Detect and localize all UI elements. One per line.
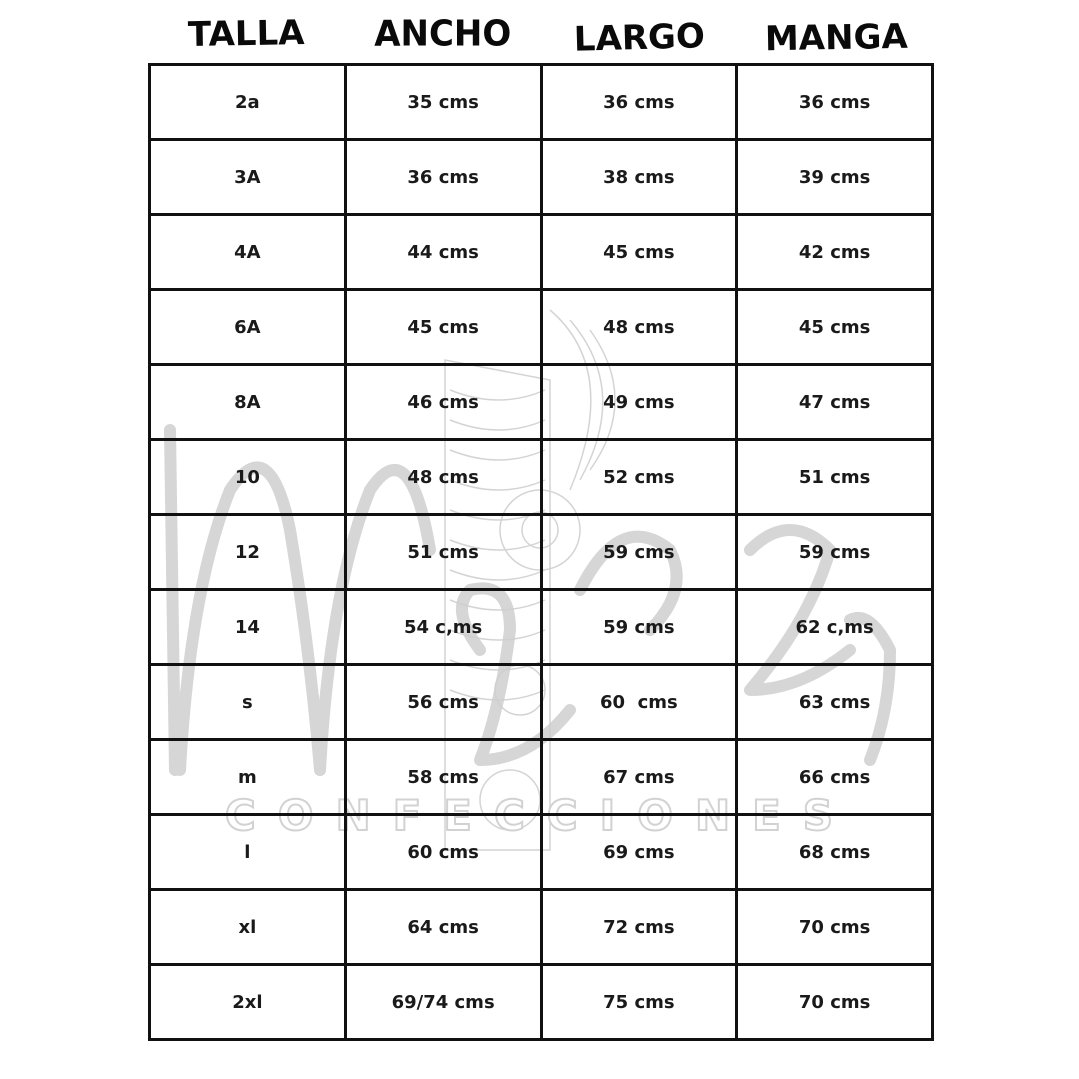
table-row	[150, 215, 933, 290]
size-cell: 3A	[150, 140, 346, 215]
table-row	[150, 665, 933, 740]
table-row	[150, 140, 933, 215]
header-largo: LARGO	[573, 16, 706, 60]
size-table	[148, 63, 934, 1041]
largo-cell: 75 cms	[541, 965, 737, 1040]
table-row	[150, 515, 933, 590]
manga-cell: 51 cms	[737, 440, 933, 515]
size-cell: 2a	[150, 65, 346, 140]
largo-cell: 52 cms	[541, 440, 737, 515]
table-row	[150, 440, 933, 515]
manga-cell: 47 cms	[737, 365, 933, 440]
size-cell: 2xl	[150, 965, 346, 1040]
header-talla: TALLA	[187, 12, 305, 56]
manga-cell: 45 cms	[737, 290, 933, 365]
largo-cell: 72 cms	[541, 890, 737, 965]
manga-cell: 70 cms	[737, 890, 933, 965]
largo-cell: 49 cms	[541, 365, 737, 440]
ancho-cell: 36 cms	[345, 140, 541, 215]
size-cell: xl	[150, 890, 346, 965]
table-row	[150, 65, 933, 140]
size-cell: 4A	[150, 215, 346, 290]
size-cell: 8A	[150, 365, 346, 440]
table-row	[150, 740, 933, 815]
ancho-cell: 46 cms	[345, 365, 541, 440]
manga-cell: 62 c,ms	[737, 590, 933, 665]
manga-cell: 36 cms	[737, 65, 933, 140]
ancho-cell: 58 cms	[345, 740, 541, 815]
header-ancho: ANCHO	[374, 13, 512, 55]
ancho-cell: 35 cms	[345, 65, 541, 140]
manga-cell: 70 cms	[737, 965, 933, 1040]
ancho-cell: 44 cms	[345, 215, 541, 290]
table-row	[150, 890, 933, 965]
largo-cell: 59 cms	[541, 590, 737, 665]
ancho-cell: 45 cms	[345, 290, 541, 365]
size-cell: 14	[150, 590, 346, 665]
table-row	[150, 815, 933, 890]
manga-cell: 63 cms	[737, 665, 933, 740]
ancho-cell: 48 cms	[345, 440, 541, 515]
largo-cell: 69 cms	[541, 815, 737, 890]
ancho-cell: 56 cms	[345, 665, 541, 740]
ancho-cell: 69/74 cms	[345, 965, 541, 1040]
size-cell: s	[150, 665, 346, 740]
size-cell: 10	[150, 440, 346, 515]
largo-cell: 38 cms	[541, 140, 737, 215]
largo-cell: 60 cms	[541, 665, 737, 740]
largo-cell: 36 cms	[541, 65, 737, 140]
table-row	[150, 290, 933, 365]
header-manga: MANGA	[764, 16, 908, 60]
table-row	[150, 590, 933, 665]
ancho-cell: 54 c,ms	[345, 590, 541, 665]
ancho-cell: 64 cms	[345, 890, 541, 965]
size-cell: 6A	[150, 290, 346, 365]
size-cell: 12	[150, 515, 346, 590]
largo-cell: 67 cms	[541, 740, 737, 815]
manga-cell: 42 cms	[737, 215, 933, 290]
ancho-cell: 51 cms	[345, 515, 541, 590]
largo-cell: 48 cms	[541, 290, 737, 365]
watermark-text: CONFECCIONES	[224, 791, 856, 840]
manga-cell: 39 cms	[737, 140, 933, 215]
manga-cell: 68 cms	[737, 815, 933, 890]
table-row	[150, 965, 933, 1040]
ancho-cell: 60 cms	[345, 815, 541, 890]
size-cell: l	[150, 815, 346, 890]
manga-cell: 66 cms	[737, 740, 933, 815]
manga-cell: 59 cms	[737, 515, 933, 590]
table-header-row	[148, 8, 934, 60]
largo-cell: 59 cms	[541, 515, 737, 590]
size-cell: m	[150, 740, 346, 815]
largo-cell: 45 cms	[541, 215, 737, 290]
table-row	[150, 365, 933, 440]
